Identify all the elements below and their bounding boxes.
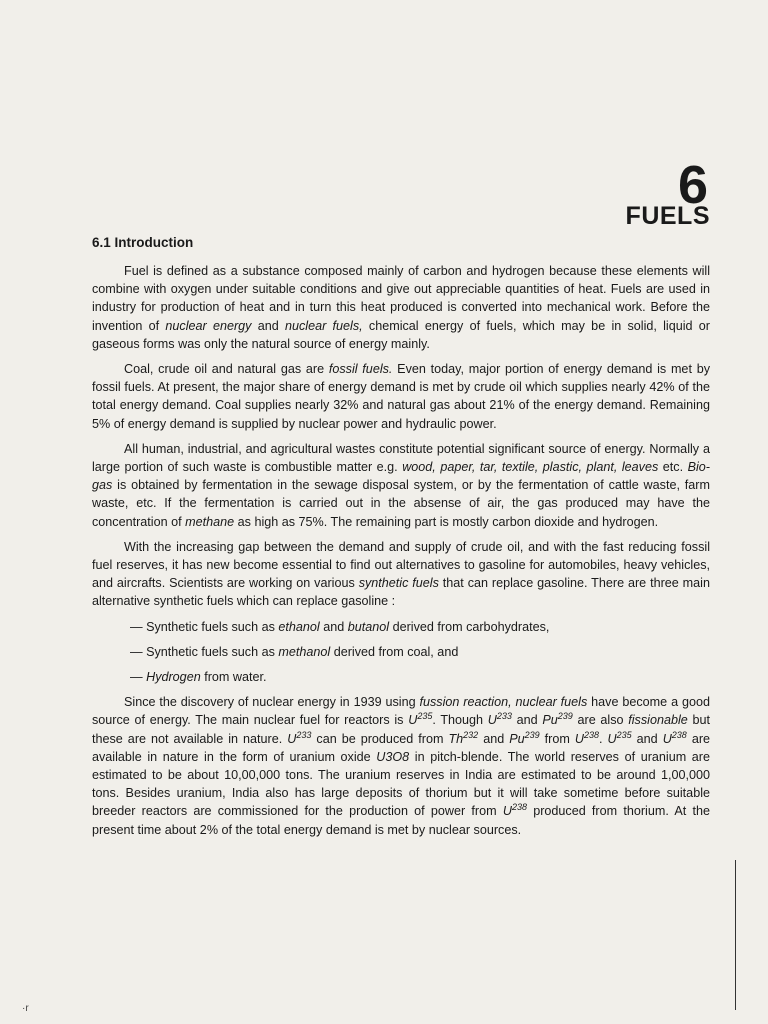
text-run: as high as 75%. The remaining part is mostly carbon dioxide and hydrogen. <box>234 514 659 529</box>
text-run: and <box>631 731 663 746</box>
element-symbol: U <box>408 713 418 728</box>
text-run: that can replace gasoline. There are three main alternative synthetic fuels which can replace gasoline : <box>92 576 710 609</box>
text-run: — Synthetic fuels such as <box>130 619 279 634</box>
text-run: have become a good source of energy. The main nuclear fuel for reactors is <box>92 695 710 728</box>
text-run: and <box>319 619 348 634</box>
element-symbol: Pu <box>542 713 558 728</box>
element-symbol: U <box>607 731 617 746</box>
chapter-title: FUELS <box>625 202 710 230</box>
text-run: Coal, crude oil and natural gas are <box>124 362 329 377</box>
text-run: Fuel is defined as a substance composed mainly of carbon and hydrogen because these elements will combine with oxygen under suitable conditions and give out appreciable quantities of heat. Fuels are used in industry for production of heat and in turn this heat produced is converted into mechanical work. Before the invention of <box>92 264 710 333</box>
italic-term: wood, paper, tar, textile, plastic, plant, leaves <box>402 460 659 475</box>
element-symbol: Th <box>448 731 464 746</box>
text-run: are also <box>572 713 629 728</box>
fuel-list <box>92 618 710 687</box>
isotope-number: 235 <box>417 711 433 722</box>
text-run: and <box>511 713 543 728</box>
italic-term: nuclear fuels, <box>285 318 363 333</box>
text-run: but these are not available in nature. <box>92 713 710 746</box>
text-run: All human, industrial, and agricultural wastes constitute potential significant source of energy. Normally a large portion of such waste is combustible matter e.g. <box>92 441 710 475</box>
text-run: etc. <box>658 460 688 475</box>
text-run: from water. <box>200 670 267 685</box>
text-run: chemical energy of fuels, which may be in solid, liquid or gaseous forms was only the natural source of energy mainly. <box>92 318 710 351</box>
list-item <box>130 618 710 636</box>
italic-term: methanol <box>278 644 331 659</box>
text-run: Even today, major portion of energy demand is met by fossil fuels. At present, the major share of energy demand is met by crude oil which supplies nearly 42% of the total energy demand. Coal supplies nearly 32% and natural gas about 21% of the energy demand. Remaining 5% of energy demand is supplied by nuclear power and hydraulic power. <box>92 362 710 431</box>
italic-term: synthetic fuels <box>358 576 439 591</box>
text-run: can be produced from <box>311 731 449 746</box>
chapter-number: 6 <box>677 155 708 215</box>
text-run: and <box>251 318 285 333</box>
section-heading: 6.1 Introduction <box>92 235 194 250</box>
isotope-number: 233 <box>296 729 312 740</box>
element-symbol: U <box>662 731 672 746</box>
list-item <box>130 668 710 686</box>
italic-term: ethanol <box>278 619 320 634</box>
italic-term: butanol <box>347 619 390 634</box>
paragraph-4 <box>92 538 710 611</box>
isotope-number: 238 <box>511 802 527 813</box>
element-symbol: U <box>574 731 584 746</box>
italic-term: methane <box>185 514 235 529</box>
margin-mark: ·r <box>22 1003 29 1014</box>
text-run: . Though <box>432 713 488 728</box>
text-run: derived from coal, and <box>330 644 459 659</box>
italic-term: Hydrogen <box>146 670 201 685</box>
text-run: in pitch-blende. The world reserves of uranium are estimated to be about 10,00,000 tons. The uranium reserves in India are estimated to be around 1,00,000 tons. Besides uranium, India also has large deposits of thorium but it will take sometime before suitable breeder reactors are commissioned for the production of power from <box>92 749 711 819</box>
text-run: derived from carbohydrates, <box>389 619 550 634</box>
italic-term: fossil fuels. <box>328 362 393 377</box>
element-symbol: Pu <box>509 731 525 746</box>
text-run: from <box>539 731 575 746</box>
text-run: . <box>599 731 608 746</box>
italic-term: fissionable <box>628 713 688 728</box>
paragraph-2 <box>92 360 710 433</box>
isotope-number: 232 <box>463 729 479 740</box>
element-symbol: U <box>502 804 512 819</box>
text-run: and <box>478 731 510 746</box>
text-run: is obtained by fermentation in the sewage disposal system, or by the fermentation of cattle waste, farm waste, etc. If the fermentation is carried out in the absense of air, the gas produced may have the concentration of <box>92 478 710 529</box>
italic-term: nuclear energy <box>165 318 252 333</box>
body-text <box>92 262 710 846</box>
chemical-formula: U3O8 <box>376 749 410 764</box>
isotope-number: 233 <box>496 711 512 722</box>
italic-term: Bio-gas <box>92 460 711 493</box>
isotope-number: 238 <box>671 729 687 740</box>
scan-edge-line <box>735 860 736 1010</box>
text-run: With the increasing gap between the demand and supply of crude oil, and with the fast reducing fossil fuel reserves, it has new become essential to find out alternatives to gasoline for automobiles, heavy vehicles, and aircrafts. Scientists are working on various <box>92 539 710 591</box>
text-run: — <box>130 670 147 685</box>
paragraph-5 <box>92 693 710 839</box>
isotope-number: 238 <box>583 729 599 740</box>
italic-term: fussion reaction, nuclear fuels <box>419 695 588 710</box>
text-run: Since the discovery of nuclear energy in 1939 using <box>124 695 420 710</box>
text-run: produced from thorium. At the present time about 2% of the total energy demand is met by nuclear sources. <box>92 804 710 837</box>
text-run: are available in nature in the form of uranium oxide <box>92 731 711 764</box>
isotope-number: 235 <box>616 729 632 740</box>
paragraph-1 <box>92 262 710 353</box>
element-symbol: U <box>487 713 497 728</box>
list-item <box>130 643 710 661</box>
element-symbol: U <box>287 731 297 746</box>
isotope-number: 239 <box>557 711 573 722</box>
isotope-number: 239 <box>524 729 540 740</box>
text-run: — Synthetic fuels such as <box>130 644 279 659</box>
paragraph-3 <box>92 440 710 531</box>
